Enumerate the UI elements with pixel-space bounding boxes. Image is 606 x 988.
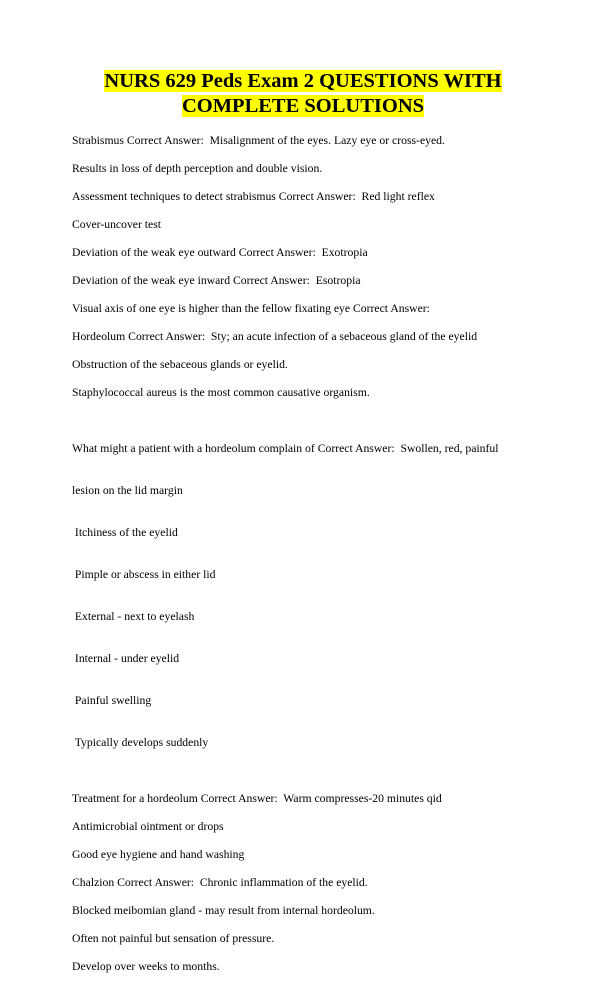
paragraph: Obstruction of the sebaceous glands or eyelid. xyxy=(72,358,288,371)
paragraph: Good eye hygiene and hand washing xyxy=(72,848,245,861)
paragraph: Cover-uncover test xyxy=(72,218,162,231)
list-item: External - next to eyelash xyxy=(72,610,195,623)
list-item: Itchiness of the eyelid xyxy=(72,526,178,539)
paragraph: Antimicrobial ointment or drops xyxy=(72,820,224,833)
paragraph: Treatment for a hordeolum Correct Answer: Warm compresses-20 minutes qid xyxy=(72,792,442,805)
paragraph: Develop over weeks to months. xyxy=(72,960,220,973)
title-line-1: NURS 629 Peds Exam 2 QUESTIONS WITH xyxy=(104,70,502,92)
paragraph: Strabismus Correct Answer: Misalignment of the eyes. Lazy eye or cross-eyed. xyxy=(72,134,445,147)
list-item: Pimple or abscess in either lid xyxy=(72,568,216,581)
paragraph: Deviation of the weak eye inward Correct Answer: Esotropia xyxy=(72,274,361,287)
paragraph: Chalzion Correct Answer: Chronic inflammation of the eyelid. xyxy=(72,876,368,889)
list-item: Typically develops suddenly xyxy=(72,736,209,749)
title-line-2: COMPLETE SOLUTIONS xyxy=(181,95,425,117)
paragraph: Staphylococcal aureus is the most common causative organism. xyxy=(72,386,370,399)
paragraph: Often not painful but sensation of pressure. xyxy=(72,932,275,945)
list-item: Internal - under eyelid xyxy=(72,652,180,665)
paragraph: Visual axis of one eye is higher than the fellow fixating eye Correct Answer: xyxy=(72,302,430,315)
paragraph: Hordeolum Correct Answer: Sty; an acute infection of a sebaceous gland of the eyelid xyxy=(72,330,478,343)
document-body xyxy=(72,134,542,988)
paragraph: Deviation of the weak eye outward Correct Answer: Exotropia xyxy=(72,246,368,259)
hordeolum-complaints-block xyxy=(72,414,542,778)
text-line: What might a patient with a hordeolum complain of Correct Answer: Swollen, red, painful xyxy=(72,442,499,455)
list-item: Painful swelling xyxy=(72,694,152,707)
document-title xyxy=(0,69,606,119)
text-line: lesion on the lid margin xyxy=(72,484,183,497)
paragraph: Blocked meibomian gland - may result from internal hordeolum. xyxy=(72,904,375,917)
paragraph: Assessment techniques to detect strabismus Correct Answer: Red light reflex xyxy=(72,190,435,203)
paragraph: Results in loss of depth perception and double vision. xyxy=(72,162,323,175)
